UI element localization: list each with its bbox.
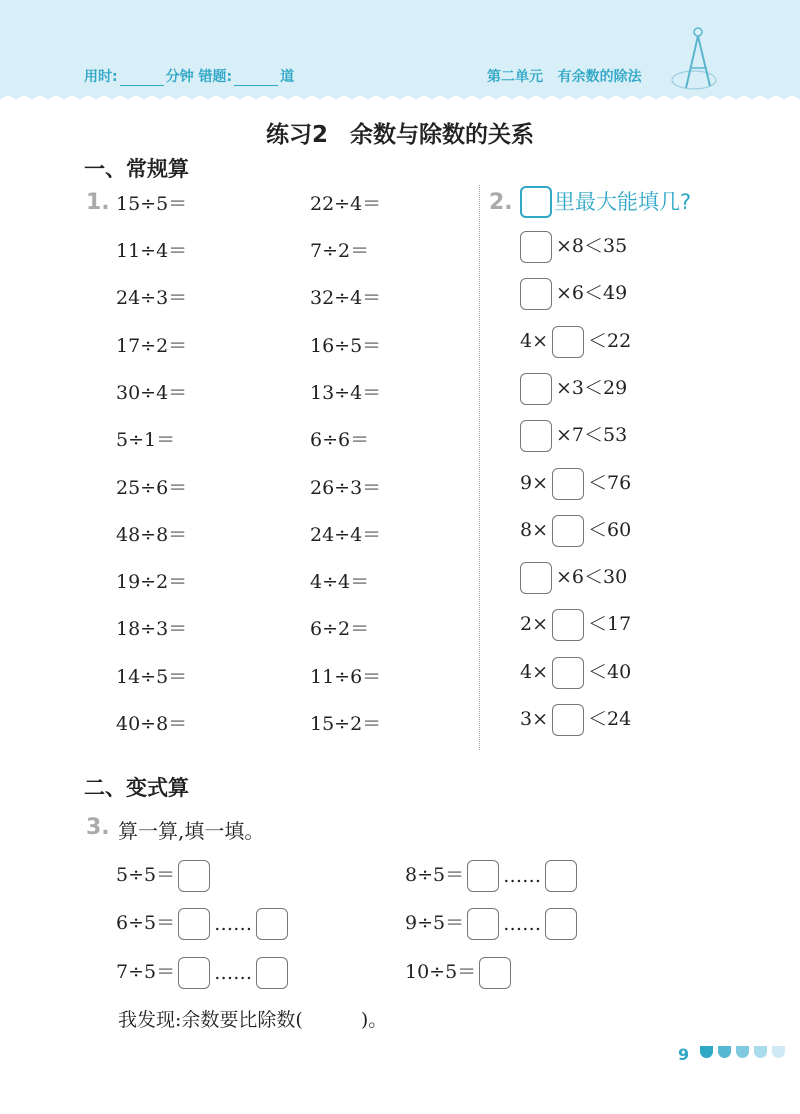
division-problem: 14÷5＝ [116,666,188,688]
remainder-problem [405,957,511,989]
questions-label: 道 [280,69,295,85]
remainder-box[interactable] [256,908,288,940]
inequality-item [520,657,631,689]
answer-box[interactable] [552,515,584,547]
division-problem: 7÷2＝ [310,240,370,262]
division-expression: 6÷5＝ [116,912,176,934]
finding-suffix: )。 [360,1009,388,1031]
quotient-box[interactable] [178,860,210,892]
remainder-box[interactable] [256,957,288,989]
inequality-suffix: ×3＜29 [556,377,628,399]
division-problem: 6÷2＝ [310,618,370,640]
inequality-prefix: 3× [520,708,549,730]
compass-icon [670,22,730,97]
errors-blank[interactable] [234,72,278,86]
inequality-suffix: ×8＜35 [556,235,628,257]
inequality-item [520,704,631,736]
question-3-number: 3. [86,815,110,840]
division-problem: 16÷5＝ [310,335,382,357]
question-2-title-text: 里最大能填几? [554,190,692,214]
division-problem: 4÷4＝ [310,571,370,593]
inequality-item [520,562,627,594]
inequality-item [520,468,631,500]
quotient-box[interactable] [479,957,511,989]
answer-box[interactable] [520,278,552,310]
division-problem: 25÷6＝ [116,477,188,499]
section-heading-regular: 一、常规算 [84,157,189,181]
division-problem: 26÷3＝ [310,477,382,499]
unit-title: 有余数的除法 [557,69,642,85]
inequality-prefix: 4× [520,330,549,352]
division-problem: 48÷8＝ [116,524,188,546]
decoration-dot [772,1046,785,1058]
division-problem: 30÷4＝ [116,382,188,404]
finding-prefix: 我发现:余数要比除数( [118,1009,303,1031]
remainder-problem [405,908,577,940]
quotient-box[interactable] [467,860,499,892]
inequality-item [520,326,631,358]
division-problem: 40÷8＝ [116,713,188,735]
question-3-title: 算一算,填一填。 [118,819,265,843]
division-problem: 32÷4＝ [310,287,382,309]
quotient-box[interactable] [178,957,210,989]
decoration-dot [718,1046,731,1058]
inequality-suffix: ＜24 [588,708,632,730]
unit-label: 第二单元 [487,69,543,85]
inequality-item [520,231,627,263]
inequality-prefix: 9× [520,472,549,494]
inequality-item [520,373,627,405]
inequality-suffix: ＜17 [588,613,632,635]
question-2-title [520,186,691,218]
division-problem: 18÷3＝ [116,618,188,640]
division-problem: 15÷5＝ [116,193,188,215]
division-expression: 7÷5＝ [116,961,176,983]
inequality-suffix: ＜22 [588,330,632,352]
blank-box-icon [520,186,552,218]
division-problem: 11÷4＝ [116,240,188,262]
minutes-label: 分钟 [165,69,194,85]
inequality-suffix: ×6＜30 [556,566,628,588]
division-problem: 13÷4＝ [310,382,382,404]
division-problem: 17÷2＝ [116,335,188,357]
finding-sentence [118,1005,387,1032]
remainder-dots: …… [214,962,253,984]
title-text: 余数与除数的关系 [350,122,534,148]
answer-box[interactable] [520,420,552,452]
page-number: 9 [678,1045,690,1064]
time-errors-line [84,66,294,86]
section-heading-variant: 二、变式算 [84,776,189,800]
answer-box[interactable] [520,373,552,405]
inequality-suffix: ＜40 [588,661,632,683]
inequality-item [520,278,627,310]
answer-box[interactable] [552,468,584,500]
inequality-suffix: ×6＜49 [556,282,628,304]
answer-box[interactable] [552,657,584,689]
remainder-dots: …… [503,865,542,887]
inequality-prefix: 4× [520,661,549,683]
remainder-dots: …… [214,913,253,935]
answer-box[interactable] [552,609,584,641]
column-divider [479,185,480,750]
inequality-item [520,420,627,452]
unit-heading [487,66,642,86]
division-expression: 5÷5＝ [116,864,176,886]
decoration-dot [700,1046,713,1058]
inequality-item [520,515,631,547]
decoration-dot [736,1046,749,1058]
inequality-item [520,609,631,641]
answer-box[interactable] [520,562,552,594]
question-2-number: 2. [489,190,513,215]
remainder-problem [116,957,288,989]
title-number: 2 [311,122,328,148]
answer-box[interactable] [552,704,584,736]
page-title [0,116,800,149]
decoration-dot [754,1046,767,1058]
errors-label: 错题: [198,69,233,85]
remainder-dots: …… [503,913,542,935]
inequality-prefix: 8× [520,519,549,541]
question-1-number: 1. [86,190,110,215]
division-problem: 6÷6＝ [310,429,370,451]
remainder-box[interactable] [545,908,577,940]
division-problem: 19÷2＝ [116,571,188,593]
quotient-box[interactable] [178,908,210,940]
inequality-suffix: ×7＜53 [556,424,628,446]
remainder-problem [116,908,288,940]
inequality-prefix: 2× [520,613,549,635]
division-expression: 8÷5＝ [405,864,465,886]
division-problem: 11÷6＝ [310,666,382,688]
remainder-problem [116,860,210,892]
title-prefix: 练习 [265,122,312,148]
division-problem: 24÷3＝ [116,287,188,309]
answer-box[interactable] [520,231,552,263]
time-blank[interactable] [120,72,164,86]
remainder-problem [405,860,577,892]
remainder-box[interactable] [545,860,577,892]
time-label: 用时: [84,69,118,85]
quotient-box[interactable] [467,908,499,940]
inequality-suffix: ＜76 [588,472,632,494]
division-problem: 15÷2＝ [310,713,382,735]
division-expression: 9÷5＝ [405,912,465,934]
inequality-suffix: ＜60 [588,519,632,541]
division-problem: 5÷1＝ [116,429,176,451]
division-problem: 24÷4＝ [310,524,382,546]
division-expression: 10÷5＝ [405,961,477,983]
division-problem: 22÷4＝ [310,193,382,215]
answer-box[interactable] [552,326,584,358]
